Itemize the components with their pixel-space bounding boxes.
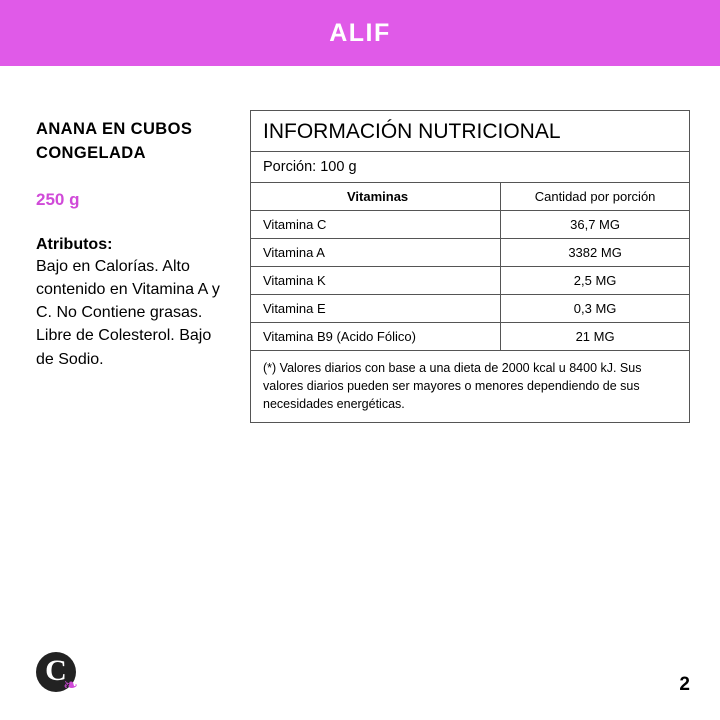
nutrition-facts-panel (250, 110, 690, 423)
leaf-icon: ❧ (63, 675, 79, 695)
vitamin-amount: 3382 MG (501, 239, 689, 267)
vitamin-amount: 21 MG (501, 323, 689, 351)
attributes-text: Bajo en Calorías. Alto contenido en Vitamina A y C. No Contiene grasas. Libre de Colesterol. Bajo de Sodio. (36, 257, 220, 368)
nutrition-footnote: (*) Valores diarios con base a una dieta de 2000 kcal u 8400 kJ. Sus valores diarios pueden ser mayores o menores dependiendo de sus necesidades energéticas. (263, 361, 642, 412)
vitamin-amount: 0,3 MG (501, 295, 689, 323)
column-header-amount: Cantidad por porción (501, 183, 689, 211)
product-info-panel (36, 118, 226, 371)
table-row (251, 211, 689, 239)
table-row (251, 295, 689, 323)
company-logo (36, 652, 82, 698)
column-header-vitamins: Vitaminas (251, 183, 501, 211)
table-row (251, 323, 689, 351)
vitamin-name: Vitamina E (251, 295, 501, 323)
product-weight: 250 g (36, 189, 80, 209)
table-row (251, 239, 689, 267)
page-header (0, 0, 720, 66)
vitamin-amount: 2,5 MG (501, 267, 689, 295)
nutrition-title: INFORMACIÓN NUTRICIONAL (251, 111, 689, 152)
product-name: ANANA EN CUBOS CONGELADA (36, 120, 193, 162)
brand-title: ALIF (329, 18, 391, 47)
vitamin-name: Vitamina K (251, 267, 501, 295)
table-row (251, 267, 689, 295)
vitamin-name: Vitamina B9 (Acido Fólico) (251, 323, 501, 351)
nutrition-table (251, 183, 689, 351)
vitamin-name: Vitamina C (251, 211, 501, 239)
page-number: 2 (679, 674, 690, 695)
logo-letter-c: C (36, 652, 76, 692)
vitamin-amount: 36,7 MG (501, 211, 689, 239)
vitamin-name: Vitamina A (251, 239, 501, 267)
nutrition-portion: Porción: 100 g (251, 152, 689, 183)
table-header-row (251, 183, 689, 211)
attributes-label: Atributos: (36, 235, 113, 253)
